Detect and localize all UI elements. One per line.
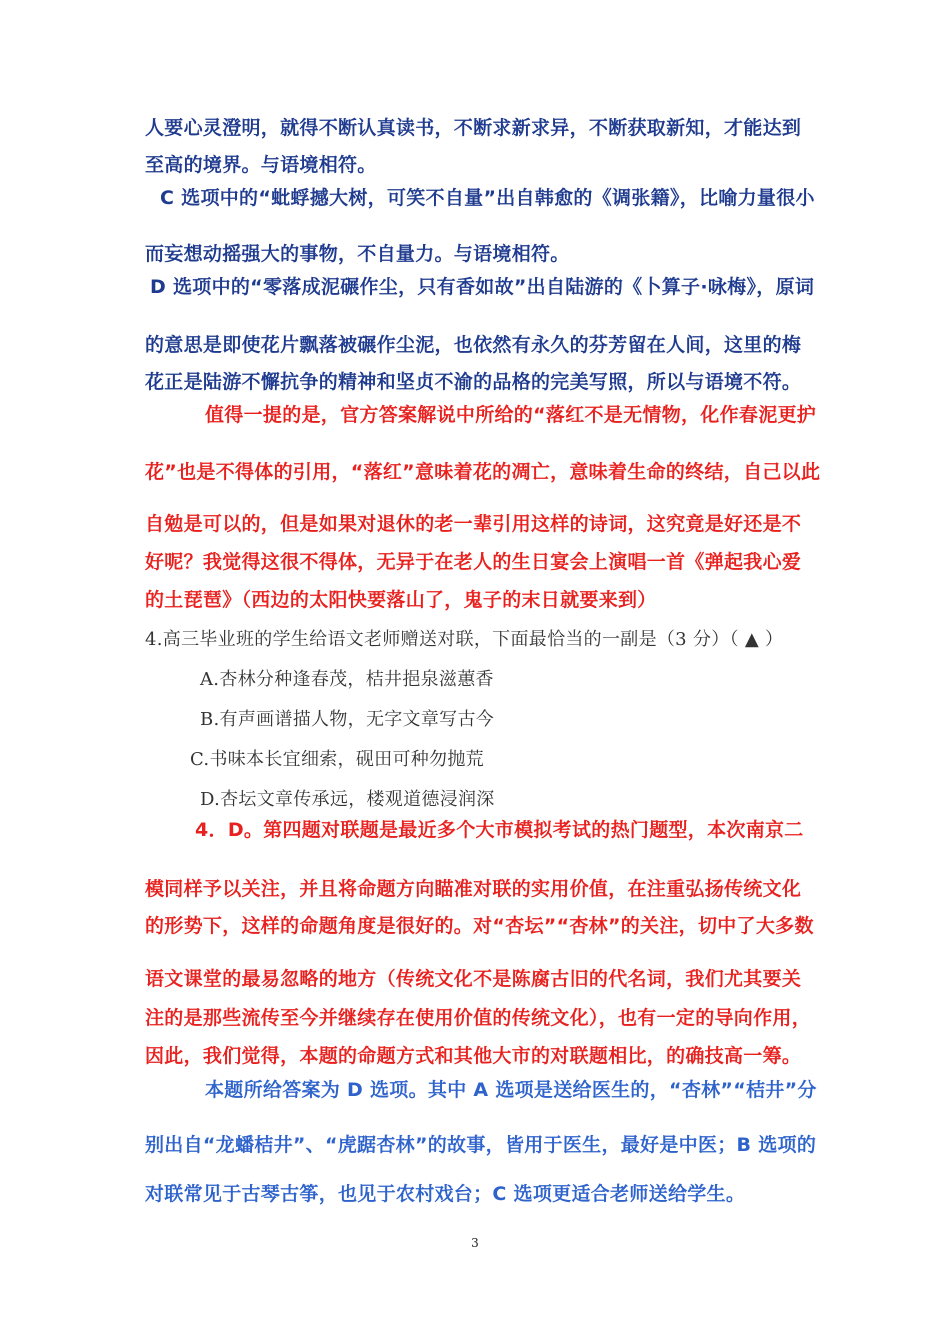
note-q3-line-3: 自勉是可以的，但是如果对退休的老一辈引用这样的诗词，这究竟是好还是不 bbox=[145, 513, 802, 535]
commentary-d-line-2: 的意思是即使花片飘落被碾作尘泥，也依然有永久的芬芳留在人间，这里的梅 bbox=[145, 334, 802, 356]
question-4-option-b: B.有声画谱描人物，无字文章写古今 bbox=[200, 709, 495, 730]
commentary-b-line-2: 至高的境界。与语境相符。 bbox=[145, 154, 377, 176]
answer-4-analysis-line-5: 注的是那些流传至今并继续存在使用价值的传统文化），也有一定的导向作用， bbox=[145, 1007, 812, 1029]
note-q3-line-2: 花”也是不得体的引用，“落红”意味着花的凋亡，意味着生命的终结，自己以此 bbox=[145, 461, 821, 483]
commentary-c-line-2: 而妄想动摇强大的事物，不自量力。与语境相符。 bbox=[145, 243, 570, 265]
answer-4-analysis-line-2: 模同样予以关注，并且将命题方向瞄准对联的实用价值，在注重弘扬传统文化 bbox=[145, 878, 802, 900]
answer-4-explanation-line-3: 对联常见于古琴古筝，也见于农村戏台；C 选项更适合老师送给学生。 bbox=[145, 1183, 746, 1205]
answer-4-explanation-line-1: 本题所给答案为 D 选项。其中 A 选项是送给医生的，“杏林”“桔井”分 bbox=[205, 1079, 817, 1101]
answer-4-analysis-line-1: 4．D。第四题对联题是最近多个大市模拟考试的热门题型，本次南京二 bbox=[195, 819, 804, 841]
answer-4-analysis-line-3: 的形势下，这样的命题角度是很好的。对“杏坛”“杏林”的关注，切中了大多数 bbox=[145, 915, 814, 937]
commentary-d-line-1: D 选项中的“零落成泥碾作尘，只有香如故”出自陆游的《卜算子·咏梅》，原词 bbox=[150, 276, 815, 298]
question-4-option-a: A.杏林分种逢春茂，桔井挹泉滋蕙香 bbox=[200, 669, 494, 690]
page-number: 3 bbox=[471, 1236, 479, 1250]
commentary-d-line-3: 花正是陆游不懈抗争的精神和坚贞不渝的品格的完美写照，所以与语境不符。 bbox=[145, 371, 802, 393]
question-4-option-c: C.书味本长宜细索，砚田可种勿抛荒 bbox=[190, 749, 484, 770]
answer-4-analysis-line-6: 因此，我们觉得，本题的命题方式和其他大市的对联题相比，的确技高一筹。 bbox=[145, 1045, 802, 1067]
commentary-c-line-1: C 选项中的“蚍蜉撼大树，可笑不自量”出自韩愈的《调张籍》，比喻力量很小 bbox=[160, 187, 815, 209]
question-4-stem: 4.高三毕业班的学生给语文老师赠送对联，下面最恰当的一副是（3 分）（ ▲ ） bbox=[145, 629, 784, 650]
note-q3-line-5: 的土琵琶》（西边的太阳快要落山了，鬼子的末日就要来到） bbox=[145, 589, 657, 611]
answer-4-analysis-line-4: 语文课堂的最易忽略的地方（传统文化不是陈腐古旧的代名词，我们尤其要关 bbox=[145, 968, 802, 990]
question-4-option-d: D.杏坛文章传承远，楼观道德浸润深 bbox=[200, 789, 495, 810]
note-q3-line-4: 好呢？我觉得这很不得体，无异于在老人的生日宴会上演唱一首《弹起我心爱 bbox=[145, 551, 802, 573]
note-q3-line-1: 值得一提的是，官方答案解说中所给的“落红不是无情物，化作春泥更护 bbox=[205, 404, 817, 426]
answer-4-explanation-line-2: 别出自“龙蟠桔井”、“虎踞杏林”的故事，皆用于医生，最好是中医；B 选项的 bbox=[145, 1134, 817, 1156]
commentary-b-line-1: 人要心灵澄明，就得不断认真读书，不断求新求异，不断获取新知，才能达到 bbox=[145, 117, 802, 139]
